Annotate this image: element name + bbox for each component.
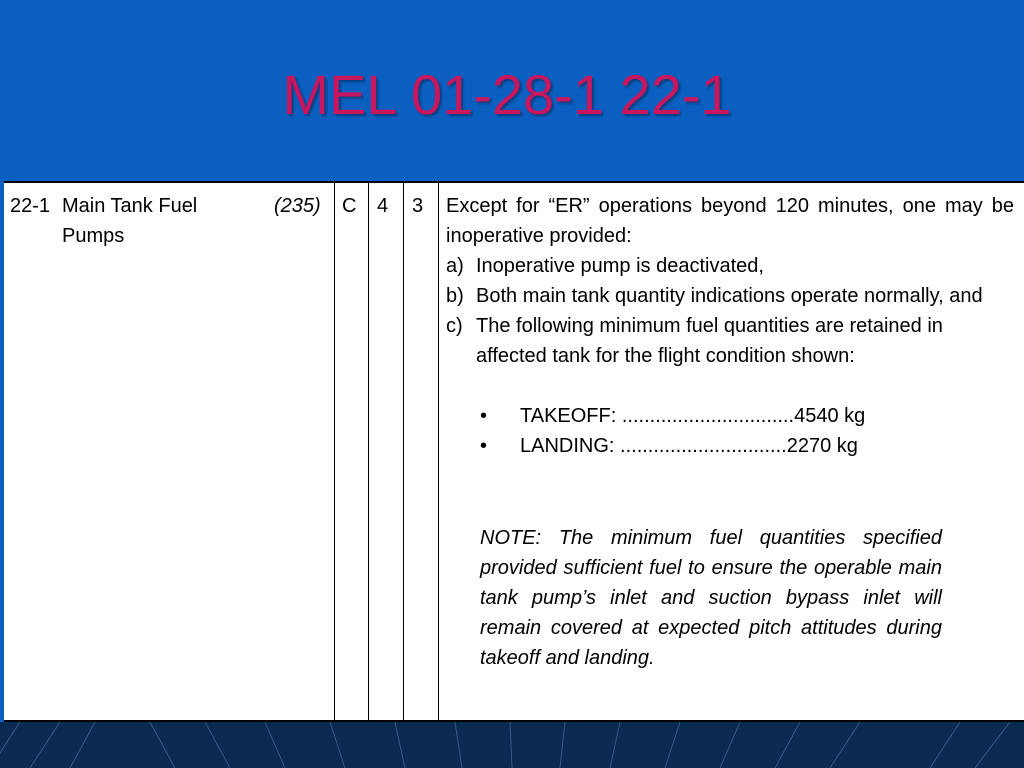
footer-band [0, 722, 1024, 768]
column-divider [438, 183, 439, 720]
condition-label: b) [446, 285, 464, 307]
condition-text: Inoperative pump is deactivated, [476, 255, 764, 277]
column-divider [334, 183, 335, 720]
remarks [446, 191, 1014, 673]
column-divider [403, 183, 404, 720]
condition-item [446, 281, 1014, 311]
bullet-icon: • [480, 435, 488, 457]
list-item [480, 401, 1014, 431]
number-required: 3 [412, 195, 424, 217]
takeoff-quantity: TAKEOFF: ...............................4540 kg [520, 405, 866, 427]
fuel-quantity-list [446, 401, 1014, 461]
condition-label: c) [446, 315, 463, 337]
decorative-lines [0, 722, 1024, 768]
condition-text: The following minimum fuel quantities are retained in affected tank for the flight condition shown: [476, 315, 943, 367]
condition-item [446, 251, 1014, 281]
list-item [480, 431, 1014, 461]
item-name: Main Tank Fuel Pumps [62, 195, 198, 247]
slide-title: MEL 01-28-1 22-1 [282, 63, 732, 126]
column-divider [368, 183, 369, 720]
repair-category: C [342, 195, 357, 217]
condition-label: a) [446, 255, 464, 277]
item-number: 22-1 [10, 195, 51, 217]
mel-table [4, 181, 1024, 722]
bullet-icon: • [480, 405, 488, 427]
note-text: NOTE: The minimum fuel quantities specified provided sufficient fuel to ensure the operable main tank pump’s inlet and suction bypass inlet will remain covered at expected pitch attitudes during takeoff and landing. [480, 527, 942, 669]
item-reference: (235) [274, 195, 321, 217]
condition-item [446, 311, 1014, 371]
number-installed: 4 [377, 195, 389, 217]
condition-text: Both main tank quantity indications operate normally, and [476, 285, 983, 307]
remarks-intro: Except for “ER” operations beyond 120 minutes, one may be inoperative provided: [446, 195, 1014, 247]
landing-quantity: LANDING: ..............................2270 kg [520, 435, 858, 457]
